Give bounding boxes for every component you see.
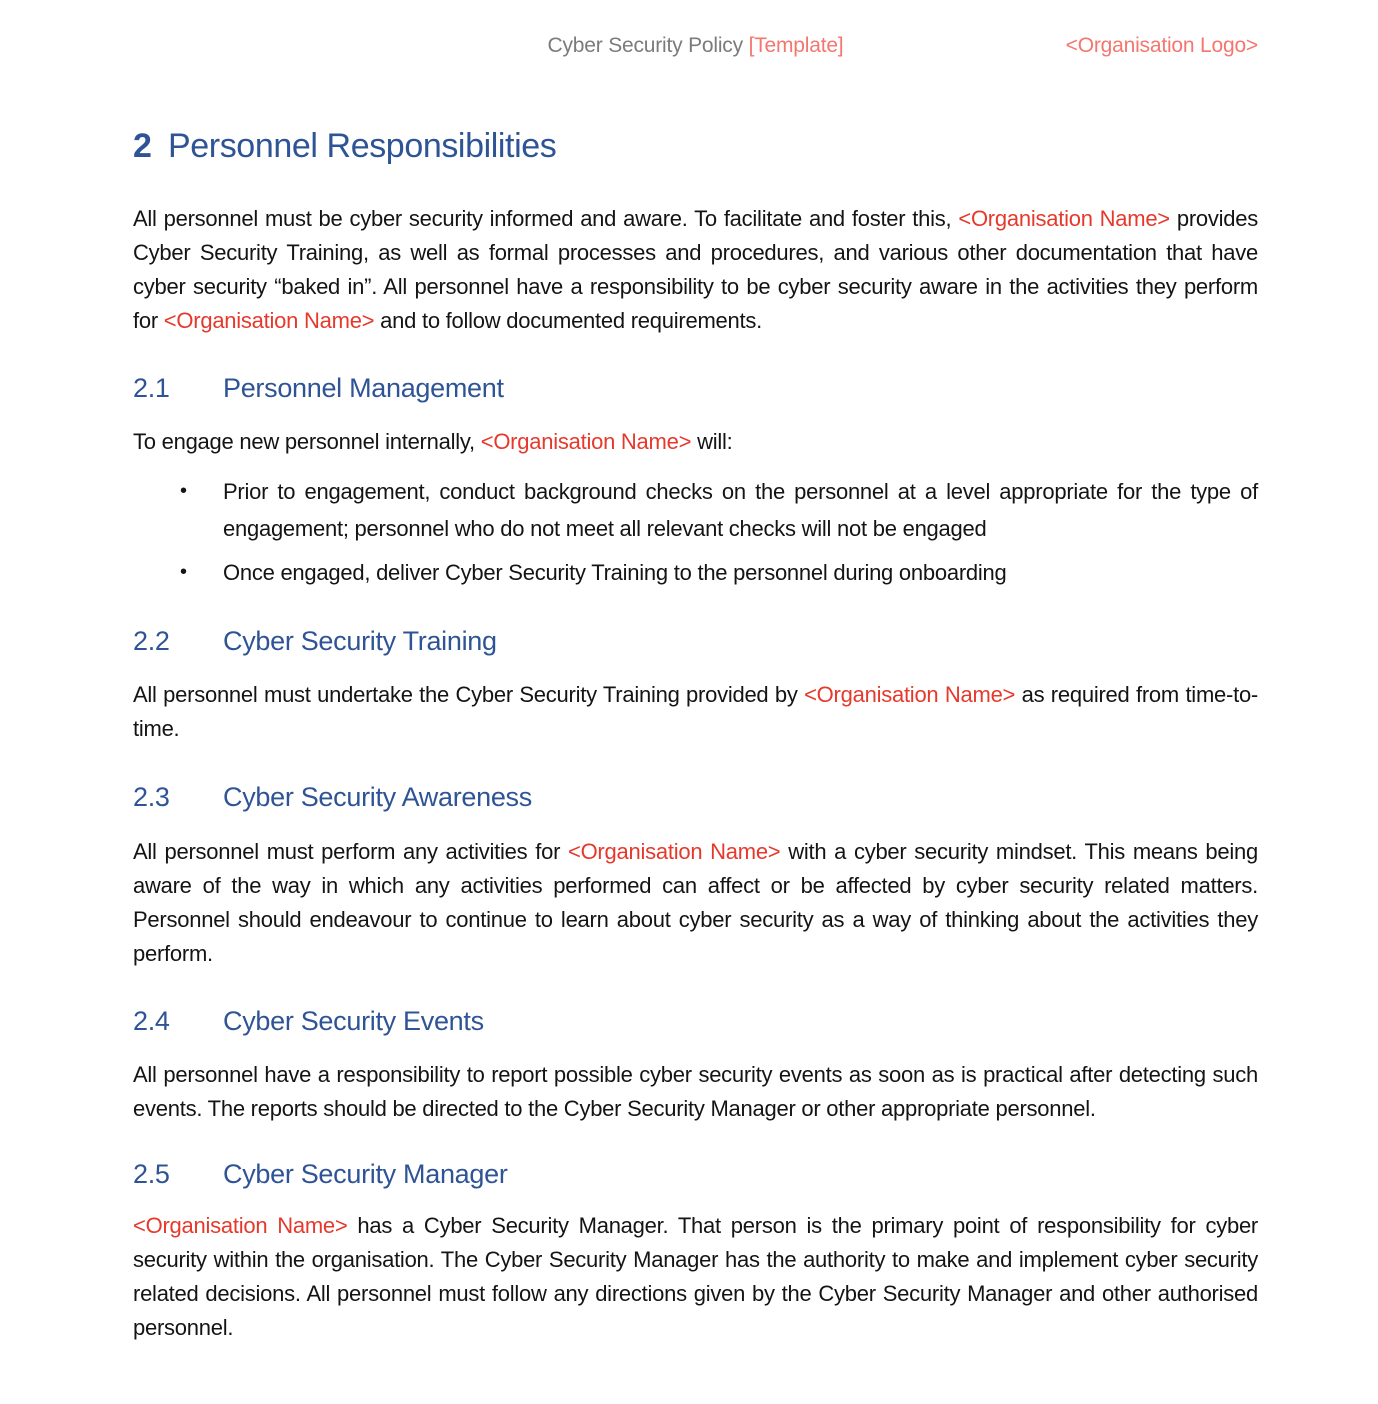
subsection-number: 2.2 [133, 626, 170, 656]
header-template-tag: [Template] [748, 34, 844, 57]
organisation-name-placeholder: <Organisation Name> [133, 1213, 348, 1238]
bullet-text: Prior to engagement, conduct background checks on the personnel at a level appropriate for the type of engagement; personnel who do not meet all relevant checks will not be engaged [223, 479, 1258, 541]
subsection-title: Personnel Management [223, 373, 504, 403]
subsection-title: Cyber Security Events [223, 1006, 484, 1036]
subsection-number: 2.3 [133, 782, 170, 812]
text-segment: as required from time-to-time. [133, 682, 1259, 741]
subsection-number: 2.5 [133, 1159, 170, 1189]
subsection-title: Cyber Security Training [223, 626, 497, 656]
section-heading [133, 126, 1258, 166]
subsection-heading-2-1 [133, 371, 1258, 405]
bullet-text: Once engaged, deliver Cyber Security Training to the personnel during onboarding [223, 560, 1007, 585]
text-segment: and to follow documented requirements. [374, 308, 762, 333]
document-body [133, 0, 1258, 1345]
section-2-3 [133, 780, 1258, 971]
subsection-heading-2-2 [133, 624, 1258, 658]
subsection-title: Cyber Security Awareness [223, 782, 532, 812]
section-heading-text: Personnel Responsibilities [168, 127, 557, 165]
organisation-name-placeholder: <Organisation Name> [804, 682, 1016, 707]
text-segment: provides Cyber Security Training, as well as formal processes and procedures, and various other documentation that have cyber security “baked in”. All personnel have a responsibility to be cyber security aware in the activities they perform for [133, 206, 1258, 333]
organisation-name-placeholder: <Organisation Name> [480, 429, 692, 454]
text-segment: has a Cyber Security Manager. That person is the primary point of responsibility for cyber security within the organisation. The Cyber Security Manager has the authority to make and implement cyber security related decisions. All personnel must follow any directions given by the Cyber Security Manager and other authorised personnel. [133, 1213, 1259, 1340]
text-segment: with a cyber security mindset. This means being aware of the way in which any activities performed can affect or be affected by cyber security related matters. Personnel should endeavour to continue to learn about cyber security as a way of thinking about the activities they perform. [133, 839, 1258, 966]
text-segment: All personnel must perform any activities for [133, 839, 568, 864]
section-2-5 [133, 1157, 1258, 1345]
subsection-title: Cyber Security Manager [223, 1159, 508, 1189]
bullet-item [133, 473, 1258, 547]
subsection-number: 2.1 [133, 373, 170, 403]
organisation-name-placeholder: <Organisation Name> [567, 839, 781, 864]
bullet-list [133, 473, 1258, 591]
bullet-marker-icon: • [180, 480, 187, 502]
intro-paragraph [133, 202, 1258, 338]
section-2-4-paragraph [133, 1058, 1258, 1126]
bullet-item [133, 554, 1258, 591]
organisation-name-placeholder: <Organisation Name> [163, 308, 375, 333]
subsection-heading-2-3 [133, 780, 1258, 814]
organisation-logo-placeholder: <Organisation Logo> [1065, 34, 1258, 57]
section-2-1-paragraph [133, 425, 1258, 459]
organisation-name-placeholder: <Organisation Name> [958, 206, 1170, 231]
section-2-2-paragraph [133, 678, 1258, 746]
text-segment: will: [691, 429, 733, 454]
text-segment: All personnel must be cyber security informed and aware. To facilitate and foster this, [133, 206, 959, 231]
text-segment: All personnel have a responsibility to report possible cyber security events as soon as is practical after detecting such events. The reports should be directed to the Cyber Security Manager or other appropriate personnel. [133, 1062, 1258, 1121]
subsection-heading-2-5 [133, 1157, 1258, 1191]
subsection-heading-2-4 [133, 1004, 1258, 1038]
header-title-text: Cyber Security Policy [547, 34, 743, 57]
text-segment: All personnel must undertake the Cyber Security Training provided by [133, 682, 805, 707]
text-segment: To engage new personnel internally, [133, 429, 481, 454]
subsection-number: 2.4 [133, 1006, 170, 1036]
section-2-3-paragraph [133, 835, 1258, 971]
section-2-4 [133, 1004, 1258, 1126]
section-2-2 [133, 624, 1258, 746]
bullet-marker-icon: • [180, 561, 187, 583]
section-heading-number: 2 [133, 127, 152, 165]
section-2-1 [133, 371, 1258, 591]
section-2-5-paragraph [133, 1209, 1258, 1345]
